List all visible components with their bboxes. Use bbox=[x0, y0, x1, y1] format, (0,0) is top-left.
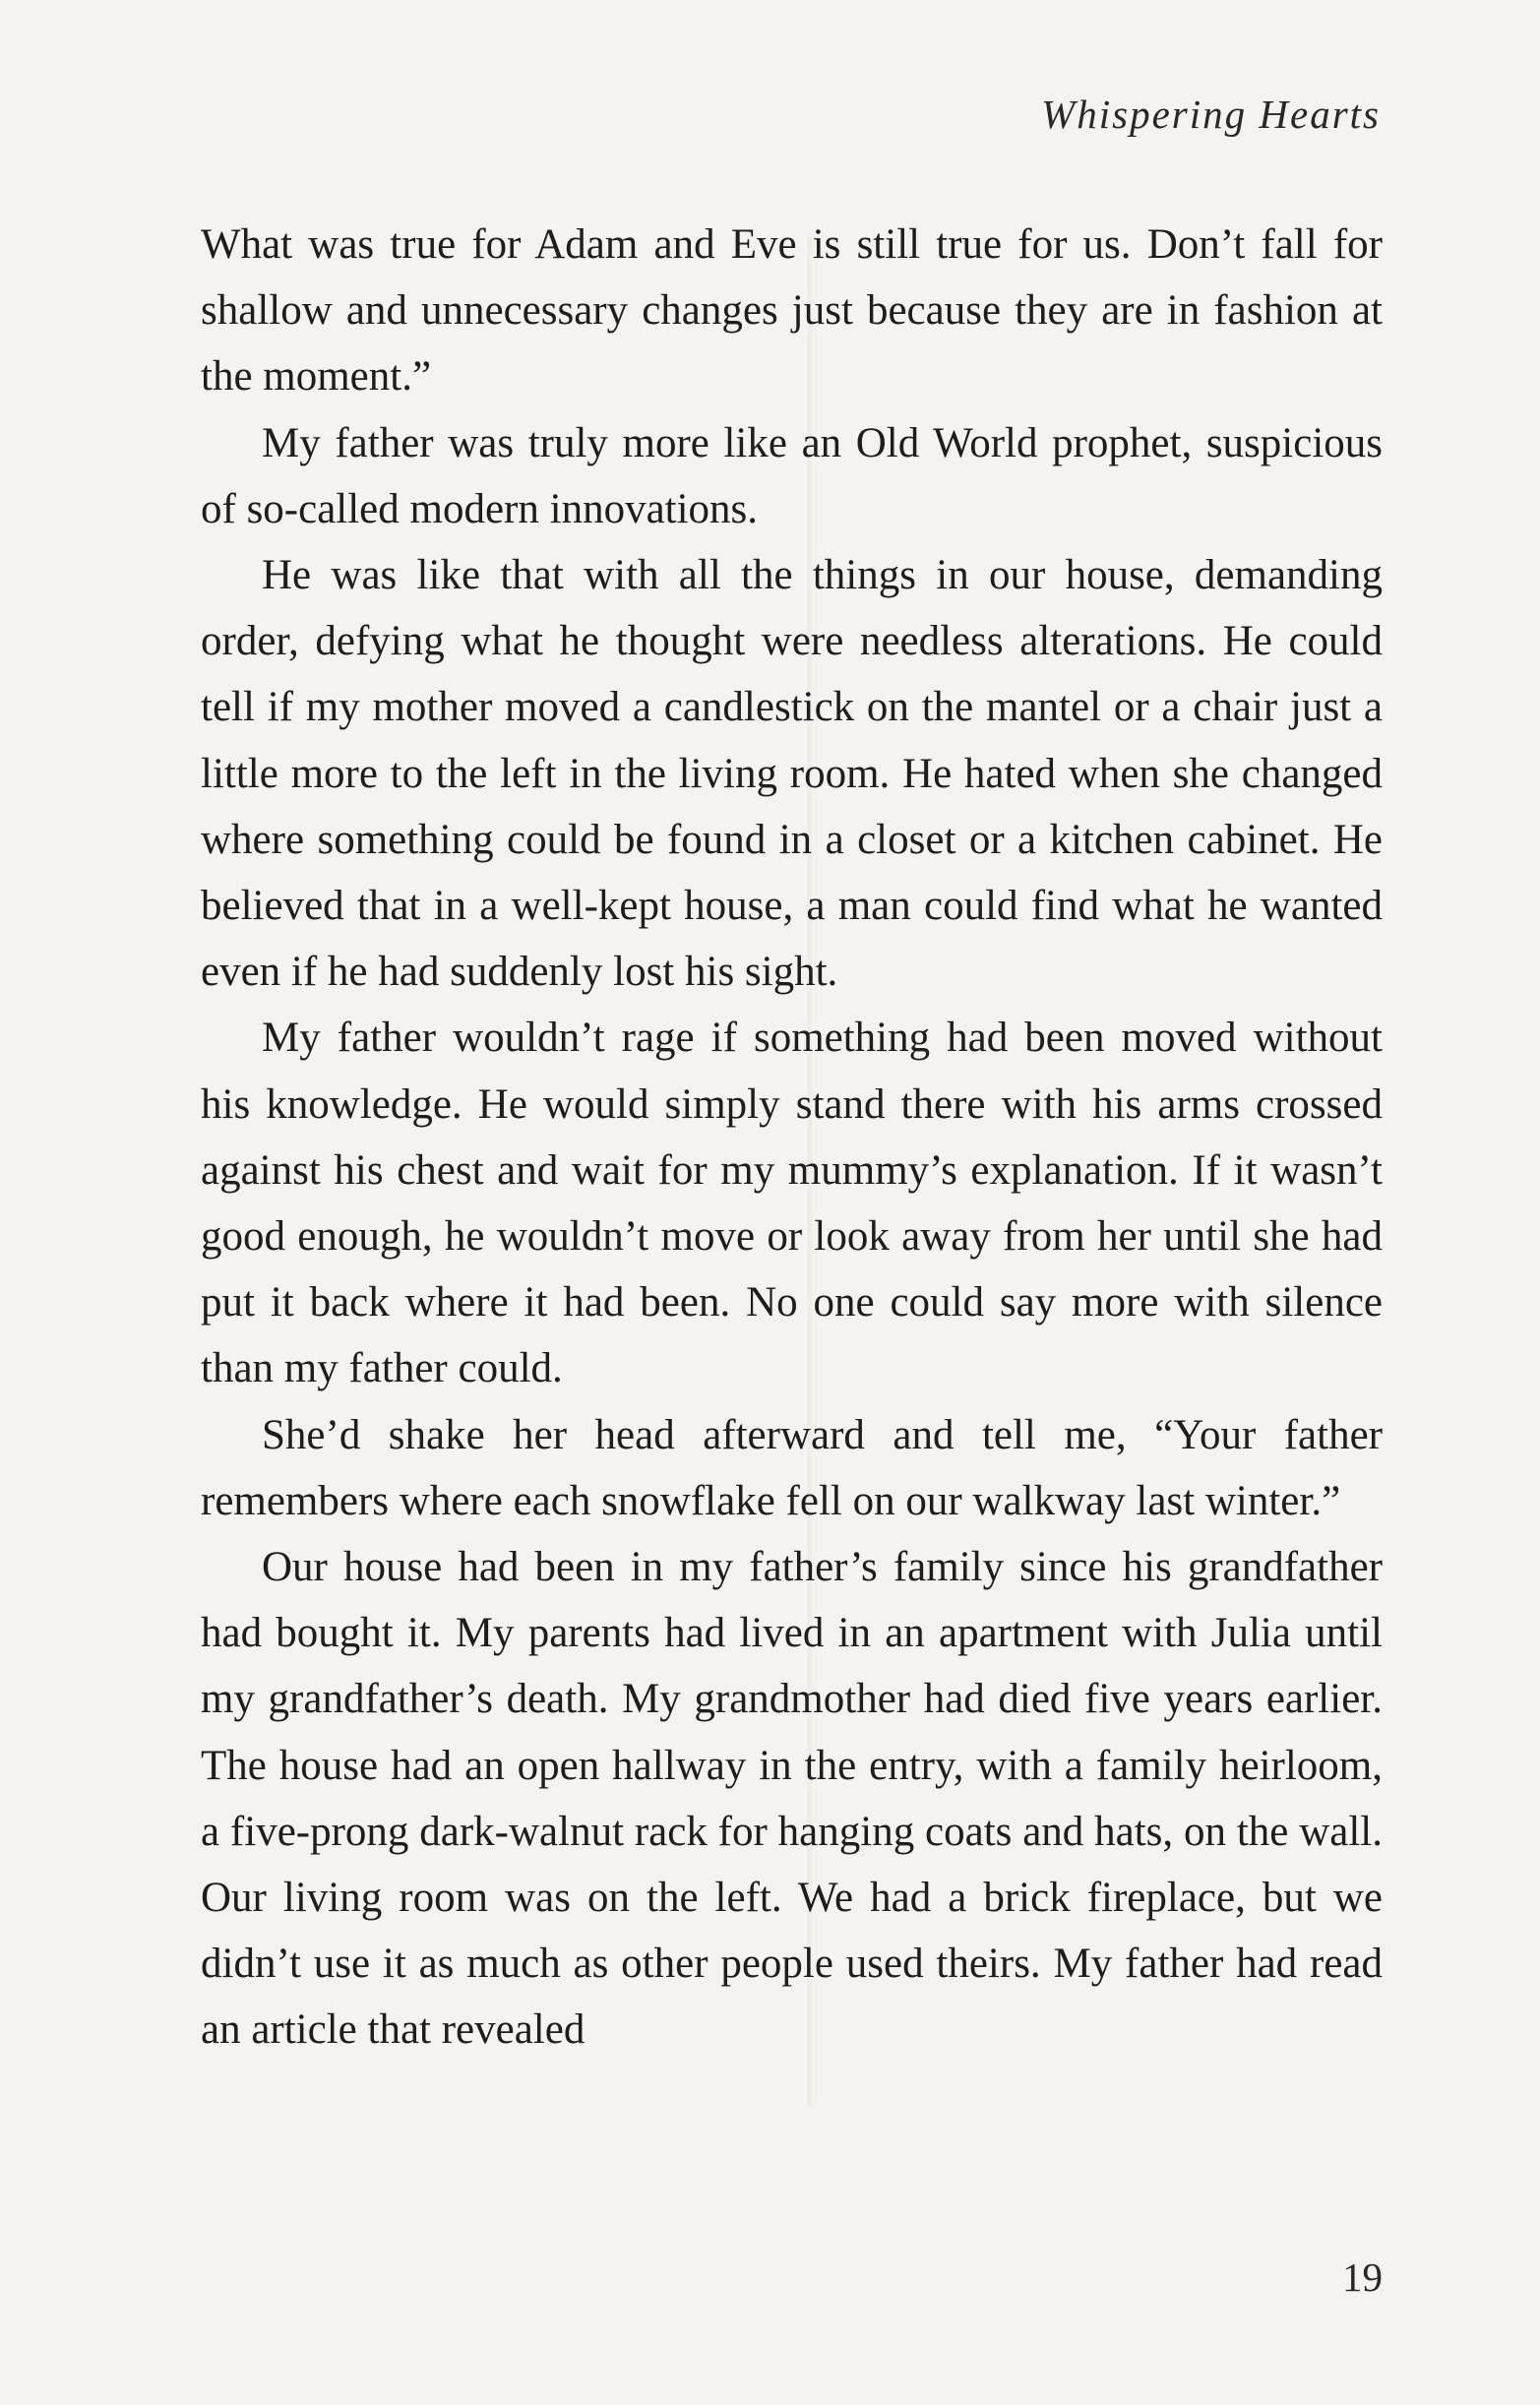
paragraph-4: My father wouldn’t rage if something had been moved without his knowledge. He would simply stand there with his arms crossed against his chest and wait for my mummy’s explanation. If it wasn’t good enough, he wouldn’t move or look away from her until she had put it back where it had been. No one could say more with silence than my father could. bbox=[201, 1015, 1383, 1392]
running-head-title: Whispering Hearts bbox=[1041, 92, 1381, 137]
body-text bbox=[201, 212, 1383, 2064]
paragraph-5: She’d shake her head afterward and tell me, “Your father remembers where each snowflake fell on our walkway last winter.” bbox=[201, 1411, 1383, 1524]
paragraph-3: He was like that with all the things in our house, demanding order, defying what he thought were needless alterations. He could tell if my mother moved a candlestick on the mantel or a chair just a little more to the left in the living room. He hated when she changed where something could be found in a closet or a kitchen cabinet. He believed that in a well-kept house, a man could find what he wanted even if he had suddenly lost his sight. bbox=[201, 552, 1383, 996]
page-number: 19 bbox=[1342, 2254, 1383, 2300]
paragraph-6: Our house had been in my father’s family since his grandfather had bought it. My parents had lived in an apartment with Julia until my grandfather’s death. My grandmother had died five years earlier. The house had an open hallway in the entry, with a family heirloom, a five-prong dark-walnut rack for hanging coats and hats, on the wall. Our living room was on the left. We had a brick fireplace, but we didn’t use it as much as other people used theirs. My father had read an article that revealed bbox=[201, 1544, 1383, 2054]
paragraph-1: What was true for Adam and Eve is still true for us. Don’t fall for shallow and unnecessary changes just because they are in fashion at the moment.” bbox=[201, 221, 1383, 401]
paragraph-2: My father was truly more like an Old World prophet, suspicious of so-called modern innovations. bbox=[201, 419, 1383, 532]
